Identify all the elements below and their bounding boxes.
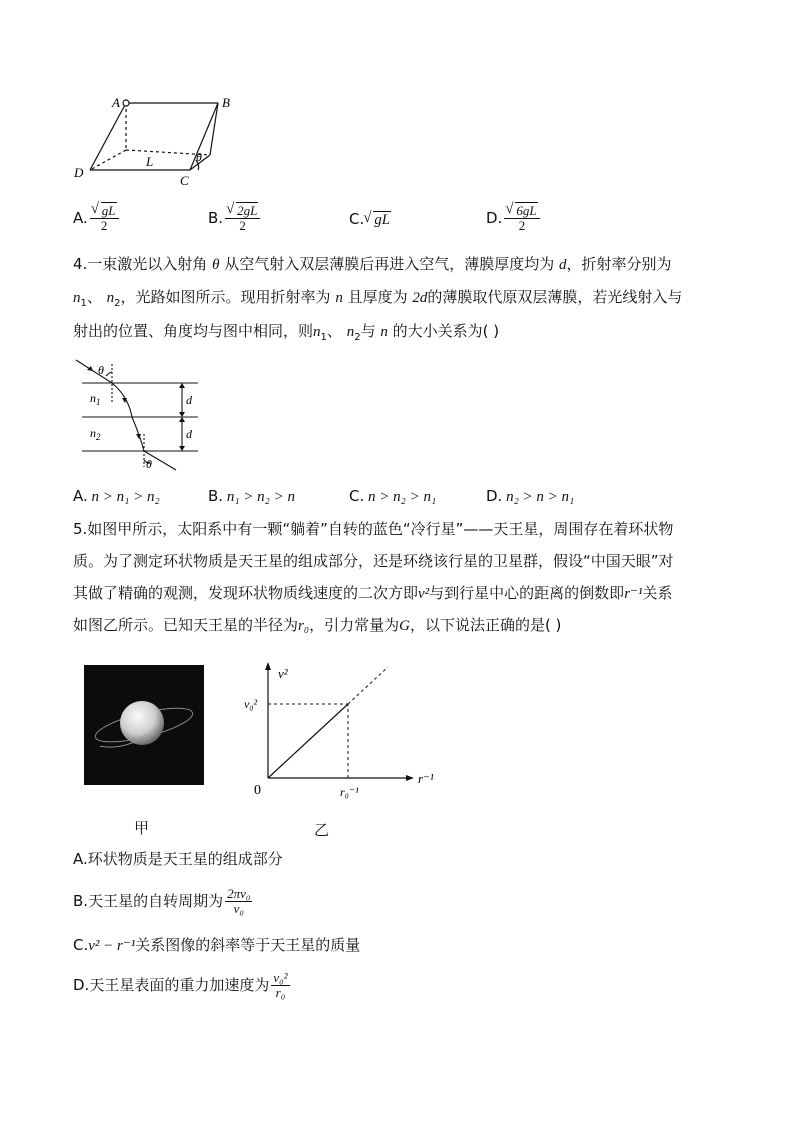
uranus-photo [84,665,204,785]
q3-label-b: B [222,95,230,110]
fig-jia-caption: 甲 [134,819,150,837]
q4-option-d[interactable]: D. n₂ > n > n₁ [486,487,575,505]
q5-option-b[interactable]: B.天王星的自转周期为 $\frac{\text{2πv₀}}{\text{v₀}}$ [73,886,251,916]
y-axis-arrow [265,662,271,670]
q4-option-c[interactable]: C. n > n₂ > n₁ [349,487,437,505]
series-line [268,704,348,778]
origin-label: 0 [254,783,261,798]
q5-option-d[interactable]: D.天王星表面的重力加速度为 $\frac{\text{v₀²}}{\text{r₀}}$ [73,970,288,1000]
q4-theta-top: θ [98,363,104,377]
q5-stem-line-2: 质。为了测定环状物质是天王星的组成部分，还是环绕该行星的卫星群，假设“中国天眼”对 [73,552,674,570]
q3-option-a[interactable]: A. √ $\frac{gL}{2}$ [73,204,119,233]
q3-option-b[interactable]: B. √ $\frac{2gL}{2}$ [208,204,260,233]
q3-option-d[interactable]: D. √ $\frac{6gL}{2}$ [486,204,540,233]
q4-option-b[interactable]: B. n₁ > n₂ > n [208,487,295,505]
q4-option-a[interactable]: A. n > n₁ > n₂ [73,487,160,505]
q4-n2-label: $n_2$ [90,426,101,442]
q4-stem-line-1: 4.一束激光以入射角 θ 从空气射入双层薄膜后再进入空气，薄膜厚度均为 d，折射率分别为 [73,255,672,273]
q4-theta-bottom: θ [146,457,152,471]
q4-d2-label: d [186,427,192,441]
q4-film-figure [70,352,210,472]
v2-vs-rinv-chart [240,660,434,800]
q5-stem-line-3: 其做了精确的观测，发现环状物质线速度的二次方即v²与到行星中心的距离的倒数即r⁻¹关系 [73,584,673,602]
q5-stem-line-4: 如图乙所示。已知天王星的半径为r₀，引力常量为G，以下说法正确的是( ) [73,616,562,634]
q3-prism-figure [70,90,230,190]
q4-stem-line-3: 射出的位置、角度均与图中相同，则$n_1$、 $n_2$与 n 的大小关系为( ) [73,322,500,343]
y-tick-label: v₀² [244,697,258,711]
q3-label-theta: θ [196,150,202,164]
q4-stem-line-2: $n_1$、 $n_2$，光路如图所示。现用折射率为 n 且厚度为 2d的薄膜取代原双层薄膜，若光线射入与 [73,288,683,309]
x-tick-label: r₀⁻¹ [340,785,359,799]
q4-n1-label: $n_1$ [90,391,101,407]
fig-yi-caption: 乙 [314,821,330,839]
q5-stem-line-1: 5.如图甲所示，太阳系中有一颗“躺着”自转的蓝色“冷行星”——天王星，周围存在着环状物 [73,520,674,538]
y-axis-label: v² [278,666,288,681]
q3-label-l: L [146,154,154,169]
q3-label-d: D [74,165,84,180]
q3-label-c: C [180,173,189,188]
series-extension [348,667,388,704]
q3-option-c[interactable]: C.√ gL [349,209,391,230]
q5-option-a[interactable]: A.环状物质是天王星的组成部分 [73,850,283,868]
q4-d1-label: d [186,393,192,407]
x-axis-arrow [406,775,414,781]
q3-label-a: A [112,95,120,110]
q5-option-c[interactable]: C.v² − r⁻¹关系图像的斜率等于天王星的质量 [73,936,361,954]
x-axis-label: r⁻¹ [418,771,434,786]
